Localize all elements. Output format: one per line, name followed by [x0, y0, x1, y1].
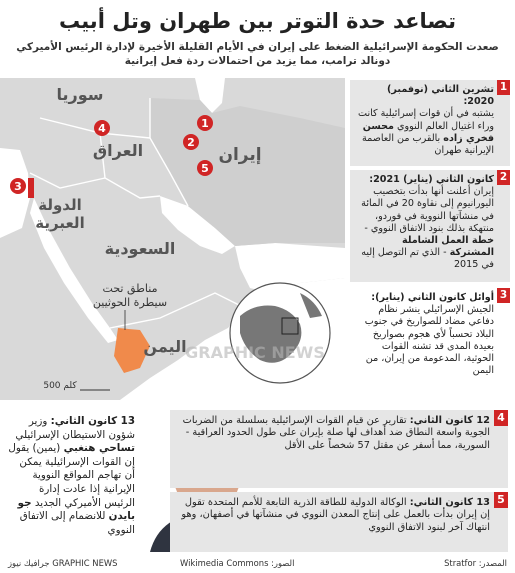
event-2 [350, 170, 510, 282]
page-title: تصاعد حدة التوتر بين طهران وتل أبيب [59, 9, 456, 33]
quote-name: تساحي هنغبي [63, 442, 135, 455]
event-5-number: 5 [494, 492, 508, 508]
marker-2 [183, 134, 199, 150]
event-4-head: 12 كانون الثاني: [409, 415, 490, 426]
israel-shape [28, 178, 34, 198]
label-israel-1: الدولة [38, 196, 82, 214]
event-1-number: 1 [497, 80, 510, 95]
label-syria: سوريا [56, 85, 104, 104]
event-2-body-1: إيران أعلنت أنها بدأت بتخصيب اليورانيوم إلى نقاوة 20 في المائة في منشآتها النووية في فوردو، منتهكة بذلك بنود الاتفاق النووي - [361, 186, 494, 234]
event-3-body-1: الجيش الإسرائيلي ينشر نظام دفاعي مضاد للصواريخ في جنوب البلاد تحسباً لأي هجوم بصواريخ بعيدة المدى قد تشنه القوات الحوثية، المدعومة من إيران، من اليمن [364, 304, 494, 377]
event-1-bold: محسن فخري زاده [362, 120, 494, 144]
credit-brand: GRAPHIC NEWS جرافيك نيوز [8, 558, 118, 568]
event-2-head: كانون الثاني (يناير) 2021: [369, 174, 494, 185]
quote-body-2: (يمين) يقول إن القوات الإسرائيلية يمكن أن تهاجم المواقع النووية الإيرانية إذا عادت إدارة الرئيس الأميركي الجديد [8, 442, 135, 509]
event-2-number: 2 [497, 170, 510, 185]
svg-text:2: 2 [187, 136, 195, 149]
event-3 [350, 288, 510, 400]
event-5 [170, 492, 508, 552]
label-yemen: اليمن [143, 337, 187, 356]
event-3-number: 3 [497, 288, 510, 303]
credit-source: المصدر: Stratfor [444, 558, 507, 568]
quote-name-2: جو بايدن [17, 496, 135, 523]
event-4-body: تقارير عن قيام القوات الإسرائيلية بسلسلة من الضربات الجوية واسعة النطاق ضد أهداف لها صلة بإيران على طول الحدود العراقية - السورية، مما أسفر عن مقتل 57 شخصاً على الأقل [182, 415, 490, 451]
credit-photo: الصور: Wikimedia Commons [180, 558, 295, 568]
svg-text:4: 4 [98, 122, 106, 135]
quote-body-1: وزير شؤون الاستيطان الإسرائيلي [15, 415, 135, 441]
label-iraq: العراق [92, 141, 144, 160]
watermark: GRAPHIC NEWS [185, 343, 325, 362]
event-1 [350, 80, 510, 166]
svg-text:3: 3 [14, 180, 22, 193]
marker-5 [197, 160, 213, 176]
quote-body-3: للانضمام إلى الاتفاق النووي [19, 510, 135, 536]
event-2-bold: خطة العمل الشاملة المشتركة [402, 235, 494, 259]
event-2-body-2: - الذي تم التوصل إليه في 2015 [361, 247, 494, 271]
event-4 [170, 410, 508, 488]
event-4-number: 4 [494, 410, 508, 426]
label-iran: إيران [218, 145, 262, 165]
event-5-body: الوكالة الدولية للطاقة الذرية التابعة للأمم المتحدة تقول إن إيران بدأت بالعمل على إنتاج المعدن النووي في منشآتها في أصفهان، وهو انتهاك آخر لبنود الاتفاق النووي [181, 497, 490, 533]
event-1-head: تشرين الثاني (نوفمبر) 2020: [387, 84, 494, 108]
quote-head: 13 كانون الثاني: [50, 415, 135, 427]
scale-label: 500 كلم [43, 381, 77, 391]
event-1-body-2: بالقرب من العاصمة الإيرانية طهران [362, 132, 494, 157]
event-5-head: 13 كانون الثاني: [409, 497, 490, 508]
svg-text:5: 5 [201, 162, 209, 175]
marker-4 [94, 120, 110, 136]
globe-inset [230, 283, 330, 383]
svg-text:1: 1 [201, 117, 209, 130]
event-3-head: أوائل كانون الثاني (يناير): [371, 292, 494, 303]
label-israel-2: العبرية [35, 214, 85, 232]
marker-3 [10, 178, 26, 194]
label-houthi-2: سيطرة الحوثيين [92, 296, 168, 309]
quote-block [8, 415, 135, 537]
page-subtitle: صعدت الحكومة الإسرائيلية الضغط على إيران في الأيام القليلة الأخيرة لإدارة الرئيس الأميركي دونالد ترامب، مما يزيد من احتمالات ردة فعل إيرانية [16, 41, 499, 67]
marker-1 [197, 115, 213, 131]
label-saudi: السعودية [104, 239, 176, 258]
label-houthi-1: مناطق تحت [102, 282, 158, 295]
event-1-body-1: يشتبه في أن قوات إسرائيلية كانت وراء اغتيال العالم النووي [358, 108, 494, 132]
region-map [0, 78, 345, 400]
